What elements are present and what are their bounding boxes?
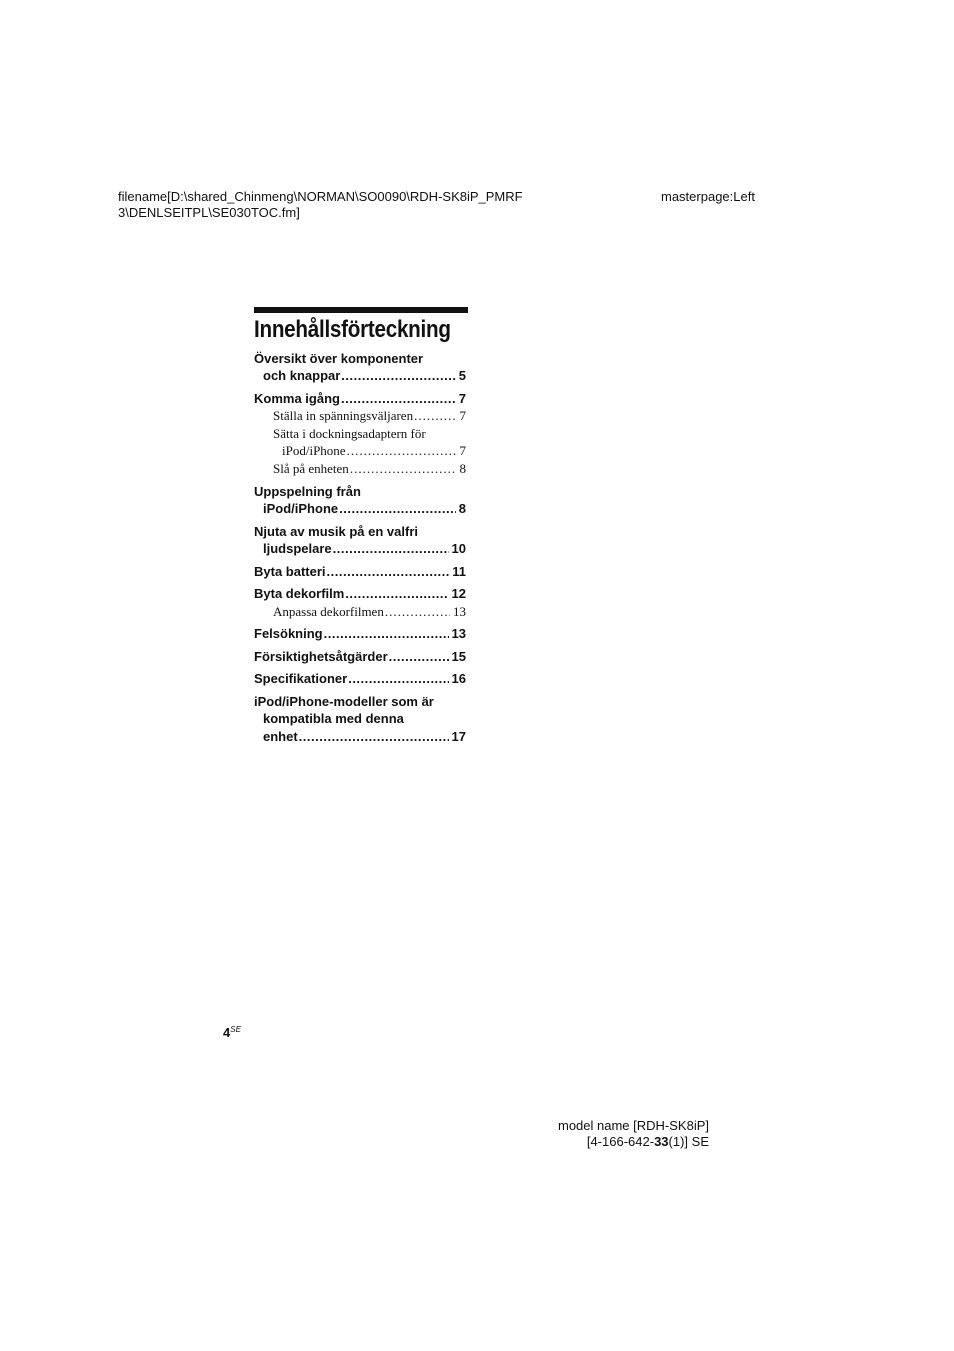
toc-entry[interactable] (263, 367, 466, 384)
dot-leader (299, 728, 449, 745)
toc-entry-label: Felsökning (254, 626, 323, 641)
toc-entry-label: Komma igång (254, 391, 340, 406)
toc-entry[interactable] (273, 407, 466, 424)
code-prefix: [4-166-642- (586, 1134, 655, 1149)
toc-page-number: 13 (453, 604, 466, 619)
toc-entry-line (254, 350, 466, 367)
toc-entry-label: iPod/iPhone (263, 501, 339, 516)
filename-label (118, 189, 523, 221)
page-number-value: 4 (223, 1025, 231, 1040)
toc-page-number: 17 (451, 729, 466, 744)
toc-entry[interactable] (273, 603, 466, 620)
toc-entry-label: enhet (263, 729, 298, 744)
toc-page-number: 7 (459, 443, 466, 458)
dot-leader (324, 625, 449, 642)
toc-entry-label: och knappar (263, 368, 341, 383)
dot-leader (348, 670, 448, 687)
dot-leader (347, 442, 457, 459)
toc-entry[interactable] (273, 460, 466, 477)
toc-entry-label: Ställa in spänningsväljaren (273, 408, 414, 423)
dot-leader (350, 460, 457, 477)
toc-entry-label: Njuta av musik på en valfri (254, 524, 419, 539)
toc-entry[interactable] (263, 728, 466, 745)
page-number (223, 1025, 241, 1041)
filename-line: 3\DENLSEITPL\SE030TOC.fm] (118, 205, 300, 220)
toc-entry[interactable] (254, 670, 466, 687)
page-number-suffix: SE (230, 1025, 241, 1034)
model-code (558, 1134, 709, 1150)
toc-entry-label: Byta dekorfilm (254, 586, 345, 601)
toc-entry[interactable] (263, 540, 466, 557)
dot-leader (333, 540, 449, 557)
masterpage-label: masterpage:Left (661, 189, 755, 204)
code-bold: 33 (654, 1134, 669, 1149)
toc-page-number: 13 (451, 626, 466, 641)
dot-leader (414, 407, 456, 424)
dot-leader (341, 367, 455, 384)
toc-entry-label: Uppspelning från (254, 484, 361, 499)
toc-entry-label: kompatibla med denna (263, 711, 404, 726)
toc-entry-label: Byta batteri (254, 564, 326, 579)
toc-entry-line (273, 425, 466, 442)
page-title: Innehållsförteckning (254, 316, 451, 343)
toc-entry-label: Sätta i dockningsadaptern för (273, 426, 426, 441)
toc-entry[interactable] (282, 442, 466, 459)
dot-leader (327, 563, 450, 580)
toc-entry-label: Specifikationer (254, 671, 348, 686)
filename-line: filename[D:\shared_Chinmeng\NORMAN\SO0090\RDH-SK8iP_PMRF (118, 189, 523, 204)
dot-leader (345, 585, 448, 602)
toc-page-number: 7 (459, 408, 466, 423)
dot-leader (339, 500, 456, 517)
toc-page-number: 15 (451, 649, 466, 664)
toc-entry[interactable] (254, 390, 466, 407)
toc-entry-label: Anpassa dekorfilmen (273, 604, 384, 619)
toc-page-number: 16 (451, 671, 466, 686)
toc-entry[interactable] (263, 500, 466, 517)
toc-entry-label: iPod/iPhone-modeller som är (254, 694, 434, 709)
dot-leader (389, 648, 449, 665)
toc-entry[interactable] (254, 648, 466, 665)
toc-entry[interactable] (254, 585, 466, 602)
toc-page-number: 12 (451, 586, 466, 601)
toc-entry-label: Slå på enheten (273, 461, 349, 476)
title-rule (254, 307, 468, 313)
toc-page-number: 5 (458, 368, 466, 383)
toc-entry-label: ljudspelare (263, 541, 332, 556)
model-name: model name [RDH-SK8iP] (558, 1118, 709, 1133)
toc-page-number: 10 (451, 541, 466, 556)
toc-entry-line (254, 483, 466, 500)
model-info (558, 1118, 709, 1150)
toc-entry[interactable] (254, 625, 466, 642)
dot-leader (341, 390, 456, 407)
toc-page-number: 11 (452, 564, 466, 579)
toc-page-number: 7 (458, 391, 466, 406)
code-suffix: (1)] SE (668, 1134, 709, 1149)
toc-entry-label: iPod/iPhone (282, 443, 346, 458)
toc-entry-line (254, 693, 466, 710)
dot-leader (385, 603, 450, 620)
toc-entry-label: Översikt över komponenter (254, 351, 424, 366)
toc-page-number: 8 (458, 501, 466, 516)
toc-entry-line (263, 710, 466, 727)
toc-entry-line (254, 523, 466, 540)
toc-entry-label: Försiktighetsåtgärder (254, 649, 388, 664)
toc-page-number: 8 (459, 461, 466, 476)
toc-entry[interactable] (254, 563, 466, 580)
